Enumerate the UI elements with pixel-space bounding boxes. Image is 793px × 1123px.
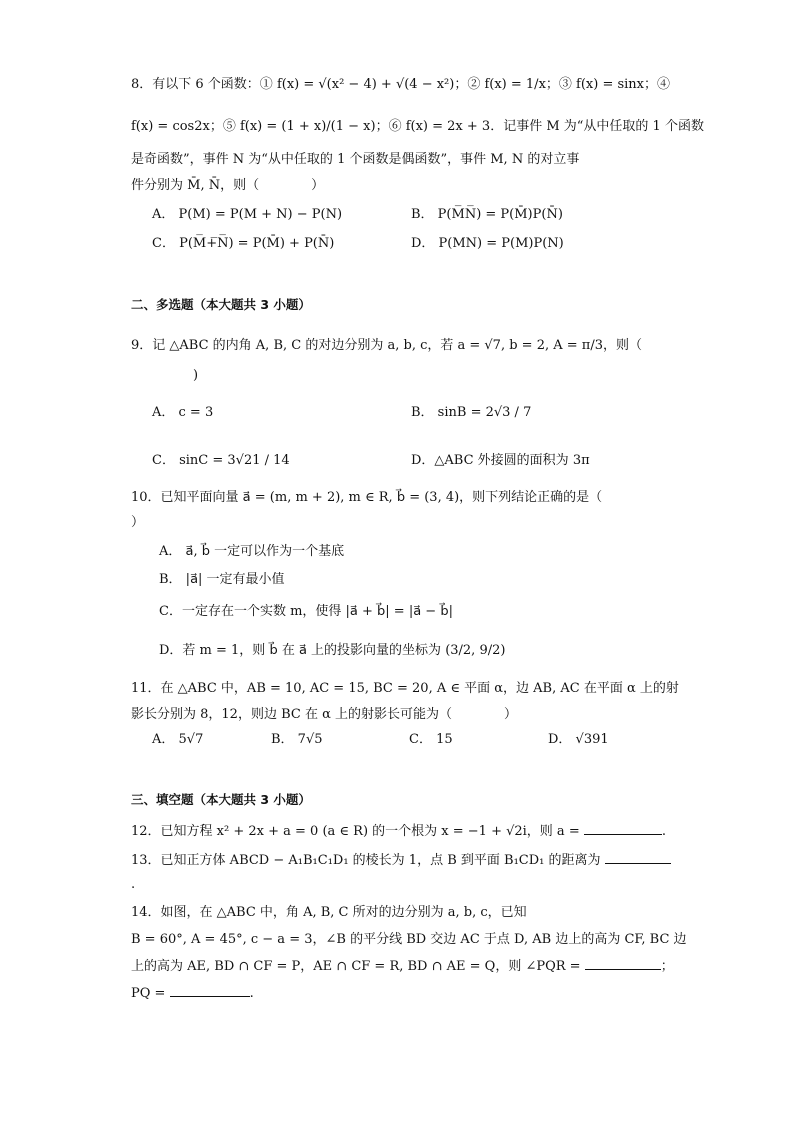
q12-answer-blank[interactable] — [584, 822, 662, 835]
q12-text: 12．已知方程 x² + 2x + a = 0 (a ∈ R) 的一个根为 x = −1 + √2i，则 a = — [131, 824, 580, 839]
q11-option-b: B． 7√5 — [271, 732, 323, 747]
q8-line-3: 是奇函数”，事件 N 为“从中任取的 1 个函数是偶函数”，事件 M, N 的对立事 — [131, 152, 580, 167]
q9-option-b: B． sinB = 2√3 / 7 — [411, 405, 532, 420]
q9-line-2: ) — [193, 368, 199, 383]
q11-option-d: D． √391 — [548, 732, 609, 747]
q11-option-c: C． 15 — [409, 732, 453, 747]
q12-end: . — [661, 824, 666, 839]
q10-option-b: B． |a⃗| 一定有最小值 — [159, 572, 285, 587]
q14-sep: ； — [660, 959, 674, 974]
q12-line-1 — [131, 822, 666, 841]
q11-line-1: 11．在 △ABC 中，AB = 10, AC = 15, BC = 20, A ∈ 平面 α，边 AB, AC 在平面 α 上的射 — [131, 681, 679, 696]
q8-line-4: 件分别为 M̄, N̄，则（ ） — [131, 178, 325, 193]
q8-line-1: 8．有以下 6 个函数：① f(x) = √(x² − 4) + √(4 − x²)；② f(x) = 1/x；③ f(x) = sinx；④ — [131, 77, 671, 92]
q14-end: . — [249, 986, 254, 1001]
q14-line-1: 14．如图，在 △ABC 中，角 A, B, C 所对的边分别为 a, b, c，已知 — [131, 905, 527, 920]
q13-line-1 — [131, 851, 671, 870]
q11-option-a: A． 5√7 — [152, 732, 204, 747]
section-multiple-choice-heading: 二、多选题（本大题共 3 小题） — [131, 297, 311, 312]
q14-line-3 — [131, 957, 674, 976]
q14-text-4: PQ = — [131, 986, 166, 1001]
q14-line-2: B = 60°, A = 45°, c − a = 3，∠B 的平分线 BD 交边 AC 于点 D, AB 边上的高为 CF, BC 边 — [131, 932, 687, 947]
q8-option-b: B． P(M̅N̅) = P(M̄)P(N̄) — [411, 207, 563, 222]
q9-line-1: 9．记 △ABC 的内角 A, B, C 的对边分别为 a, b, c，若 a = √7, b = 2, A = π/3，则（ — [131, 338, 642, 353]
q9-option-a: A． c = 3 — [152, 405, 214, 420]
q8-line-2: f(x) = cos2x；⑤ f(x) = (1 + x)/(1 − x)；⑥ f(x) = 2x + 3．记事件 M 为“从中任取的 1 个函数 — [131, 119, 704, 134]
q11-line-2: 影长分别为 8，12，则边 BC 在 α 上的射影长可能为（ ） — [131, 707, 517, 722]
q10-line-1: 10．已知平面向量 a⃗ = (m, m + 2), m ∈ R, b⃗ = (3, 4)，则下列结论正确的是（ — [131, 490, 603, 505]
q13-text: 13．已知正方体 ABCD − A₁B₁C₁D₁ 的棱长为 1，点 B 到平面 B₁CD₁ 的距离为 — [131, 853, 601, 868]
q13-answer-blank[interactable] — [605, 851, 671, 864]
q8-option-c: C． P(M̅+̅N̅) = P(M̄) + P(N̄) — [152, 236, 335, 251]
q9-option-d: D．△ABC 外接圆的面积为 3π — [411, 453, 590, 468]
section-fill-in-heading: 三、填空题（本大题共 3 小题） — [131, 792, 311, 807]
q10-option-c: C．一定存在一个实数 m，使得 |a⃗ + b⃗| = |a⃗ − b⃗| — [159, 604, 453, 619]
q14-text-3: 上的高为 AE, BD ∩ CF = P，AE ∩ CF = R, BD ∩ AE = Q，则 ∠PQR = — [131, 959, 581, 974]
q14-length-answer-blank[interactable] — [170, 984, 250, 997]
q10-line-2: ） — [131, 515, 145, 530]
q8-option-a: A． P(M) = P(M + N) − P(N) — [152, 207, 343, 222]
q8-option-d: D． P(MN) = P(M)P(N) — [411, 236, 564, 251]
q14-line-4 — [131, 984, 254, 1003]
q9-option-c: C． sinC = 3√21 / 14 — [152, 453, 290, 468]
q13-line-2: . — [131, 877, 136, 892]
q10-option-a: A． a⃗, b⃗ 一定可以作为一个基底 — [159, 544, 345, 559]
q10-option-d: D．若 m = 1，则 b⃗ 在 a⃗ 上的投影向量的坐标为 (3/2, 9/2) — [159, 643, 506, 658]
q14-angle-answer-blank[interactable] — [585, 957, 661, 970]
